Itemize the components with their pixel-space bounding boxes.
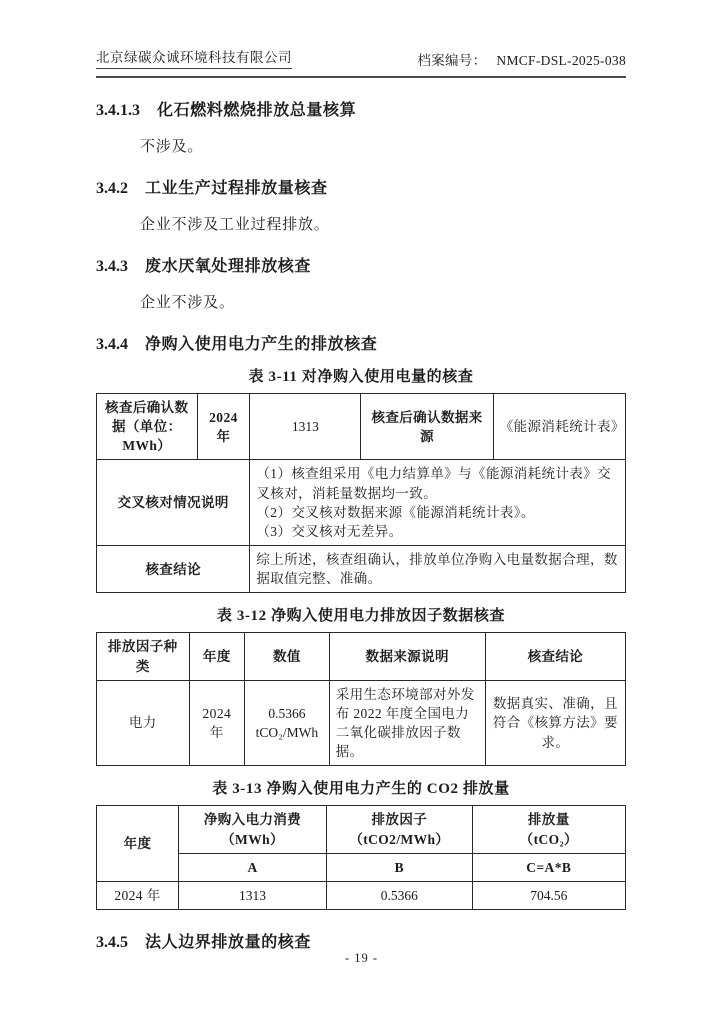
section-number: 3.4.2 — [96, 180, 128, 197]
column-header-year: 年度 — [189, 633, 245, 680]
section-body-3-4-2: 企业不涉及工业过程排放。 — [140, 217, 330, 233]
company-name: 北京绿碳众诚环境科技有限公司 — [96, 46, 292, 69]
section-title: 净购入使用电力产生的排放核查 — [145, 336, 378, 353]
column-header-year: 年度 — [97, 806, 179, 881]
cross-check-item-2: （2）交叉核对数据来源《能源消耗统计表》。 — [256, 504, 535, 520]
conclusion-label: 核查结论 — [97, 546, 250, 593]
section-title: 废水厌氧处理排放核查 — [145, 258, 312, 275]
section-heading-3-4-4 — [96, 331, 626, 354]
header-unit: （MWh） — [221, 831, 284, 847]
section-title: 工业生产过程排放量核查 — [145, 180, 328, 197]
year-value: 2024 年 — [97, 881, 179, 909]
cross-check-content — [250, 460, 626, 546]
subheader-c: C=A*B — [472, 853, 625, 881]
table-row — [97, 394, 626, 460]
column-header-conclusion: 核查结论 — [485, 633, 625, 680]
cross-check-item-3: （3）交叉核对无差异。 — [256, 523, 403, 539]
cross-check-item-1: （1）核查组采用《电力结算单》与《能源消耗统计表》交叉核对，消耗量数据均一致。 — [256, 466, 612, 501]
emission-total-value: 704.56 — [472, 881, 625, 909]
table-row — [97, 881, 626, 909]
section-heading-3-4-1-3 — [96, 97, 626, 120]
header-line: 排放量 — [527, 812, 570, 828]
column-header-emission — [472, 806, 625, 853]
section-number: 3.4.1.3 — [96, 102, 140, 119]
subheader-b: B — [327, 853, 472, 881]
electricity-amount-value: 1313 — [250, 394, 361, 460]
table-header-row — [97, 633, 626, 680]
section-body-3-4-3: 企业不涉及。 — [140, 295, 235, 311]
table-row — [97, 460, 626, 546]
year-cell: 2024 年 — [197, 394, 250, 460]
column-header-factor-type: 排放因子种类 — [97, 633, 190, 680]
data-source-label: 核查后确认数据来源 — [361, 394, 493, 460]
factor-source-text: 采用生态环境部对外发布 2022 年度全国电力二氧化碳排放因子数据。 — [329, 680, 485, 766]
factor-unit: tCO₂/MWh — [255, 725, 319, 741]
emission-factor-value: 0.5366 — [327, 881, 472, 909]
table-3-13-title: 表 3-13 净购入使用电力产生的 CO2 排放量 — [212, 781, 510, 798]
section-number: 3.4.4 — [96, 336, 128, 353]
column-header-value: 数值 — [245, 633, 330, 680]
file-number-group — [417, 49, 626, 69]
file-number-label: 档案编号： — [417, 53, 487, 68]
emission-factor-value — [245, 680, 330, 766]
table-row — [97, 680, 626, 766]
table-3-11-title: 表 3-11 对净购入使用电量的核查 — [248, 369, 474, 385]
conclusion-content: 综上所述，核查组确认，排放单位净购入电量数据合理，数据取值完整、准确。 — [250, 546, 626, 593]
file-number-value: NMCF-DSL-2025-038 — [496, 53, 626, 68]
section-number: 3.4.5 — [96, 933, 128, 951]
factor-type-value: 电力 — [97, 680, 190, 766]
section-heading-3-4-3 — [96, 253, 626, 276]
header-unit: （tCO₂） — [519, 831, 578, 847]
section-heading-3-4-2 — [96, 175, 626, 198]
factor-conclusion-text: 数据真实、准确，且符合《核算方法》要求。 — [485, 680, 625, 766]
section-title: 化石燃料燃烧排放总量核算 — [157, 102, 357, 119]
table-3-12 — [96, 632, 626, 766]
section-heading-3-4-5 — [96, 929, 626, 952]
factor-number: 0.5366 — [268, 705, 306, 721]
table-3-11 — [96, 393, 626, 593]
page-header — [96, 46, 626, 78]
column-header-consumption — [178, 806, 326, 853]
electricity-consumption-value: 1313 — [178, 881, 326, 909]
table-3-13 — [96, 805, 626, 910]
table-3-12-title: 表 3-12 净购入使用电力排放因子数据核查 — [216, 608, 506, 625]
header-unit: （tCO2/MWh） — [349, 831, 450, 847]
table-row — [97, 546, 626, 593]
subheader-a: A — [178, 853, 326, 881]
data-source-value: 《能源消耗统计表》 — [493, 394, 625, 460]
page-number: - 19 - — [344, 951, 379, 965]
year-value: 2024 年 — [189, 680, 245, 766]
header-line: 净购入电力消费 — [203, 812, 302, 828]
cross-check-label: 交叉核对情况说明 — [97, 460, 250, 546]
column-header-source: 数据来源说明 — [329, 633, 485, 680]
table-header-row — [97, 806, 626, 853]
section-title: 法人边界排放量的核查 — [145, 933, 312, 951]
header-line: 排放因子 — [371, 812, 428, 828]
confirmed-data-label: 核查后确认数据（单位：MWh） — [97, 394, 198, 460]
section-number: 3.4.3 — [96, 258, 128, 275]
column-header-factor — [327, 806, 472, 853]
section-body-3-4-1-3: 不涉及。 — [140, 139, 204, 155]
